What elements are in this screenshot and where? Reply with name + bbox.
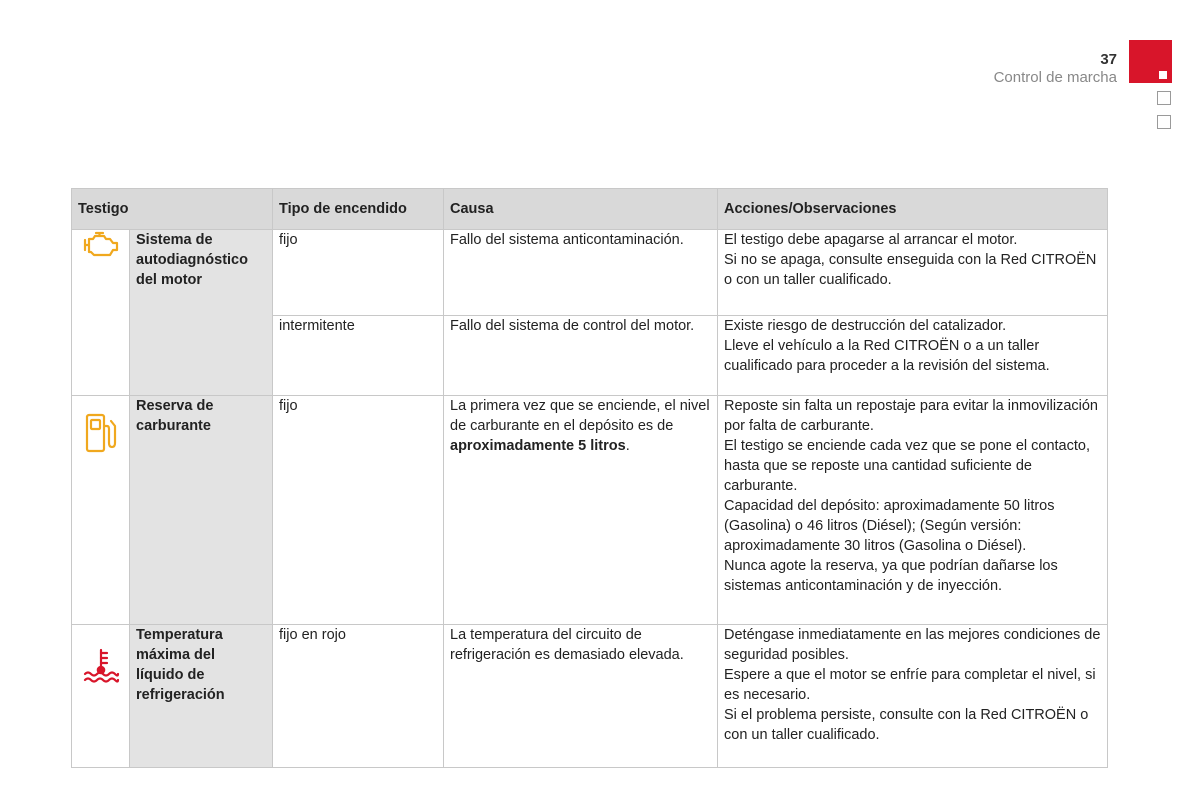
warning-light-name: Reserva de carburante [130,396,273,625]
warning-light-name: Sistema de autodiagnóstico del motor [130,230,273,396]
fuel-pump-icon [78,412,123,454]
actions-cell [718,396,1108,625]
chapter-marker-empty [1157,115,1171,129]
warning-light-icon-cell [72,625,130,768]
table-row [72,396,1108,625]
cause-text-emphasis: aproximadamente 5 litros [450,438,626,454]
action-line: Espere a que el motor se enfríe para completar el nivel, si es necesario. [724,667,1096,703]
cause-text-part: . [625,438,630,454]
action-line: Reposte sin falta un repostaje para evitar la inmovilización por falta de carburante. [724,398,1098,434]
cause-text: Fallo del sistema de control del motor. [444,316,718,396]
cause-text: Fallo del sistema anticontaminación. [444,230,718,316]
ignition-type: fijo [273,230,444,316]
cause-text: La temperatura del circuito de refrigeración es demasiado elevada. [444,625,718,768]
column-header-acciones: Acciones/Observaciones [718,189,1108,230]
ignition-type: fijo en rojo [273,625,444,768]
column-header-tipo: Tipo de encendido [273,189,444,230]
table-header-row [72,189,1108,230]
actions-cell [718,625,1108,768]
ignition-type: intermitente [273,316,444,396]
ignition-type: fijo [273,396,444,625]
coolant-temperature-icon [78,647,123,683]
section-title: Control de marcha [993,69,1117,86]
page-number: 37 [1100,51,1117,68]
action-line: El testigo debe apagarse al arrancar el motor. [724,232,1018,248]
warning-light-icon-cell [72,396,130,625]
page-header [994,51,1117,87]
warning-light-icon-cell [72,230,130,396]
cause-text [444,396,718,625]
cause-text-part: La primera vez que se enciende, el nivel de carburante en el depósito es de [450,398,710,434]
action-line: Existe riesgo de destrucción del catalizador. [724,318,1007,334]
table-row [72,230,1108,316]
action-line: Nunca agote la reserva, ya que podrían dañarse los sistemas anticontaminación y de inyección. [724,558,1058,594]
action-line: Capacidad del depósito: aproximadamente 50 litros (Gasolina) o 46 litros (Diésel); (Según versión: aproximadamente 30 litros (Gasolina o Diésel). [724,498,1055,554]
warning-lights-table [71,188,1108,768]
action-line: El testigo se enciende cada vez que se pone el contacto, hasta que se reposte una cantidad suficiente de carburante. [724,438,1090,494]
current-chapter-marker [1159,71,1167,79]
action-line: Si no se apaga, consulte enseguida con la Red CITROËN o con un taller cualificado. [724,252,1097,288]
column-header-testigo: Testigo [72,189,273,230]
chapter-marker-empty [1157,91,1171,105]
table-row [72,625,1108,768]
column-header-causa: Causa [444,189,718,230]
action-line: Si el problema persiste, consulte con la Red CITROËN o con un taller cualificado. [724,707,1089,743]
action-line: Lleve el vehículo a la Red CITROËN o a un taller cualificado para proceder a la revisión del sistema. [724,338,1050,374]
chapter-tab [1129,40,1172,83]
actions-cell [718,316,1108,396]
action-line: Deténgase inmediatamente en las mejores condiciones de seguridad posibles. [724,627,1101,663]
actions-cell [718,230,1108,316]
warning-light-name: Temperatura máxima del líquido de refrigeración [130,625,273,768]
engine-icon [78,230,123,260]
